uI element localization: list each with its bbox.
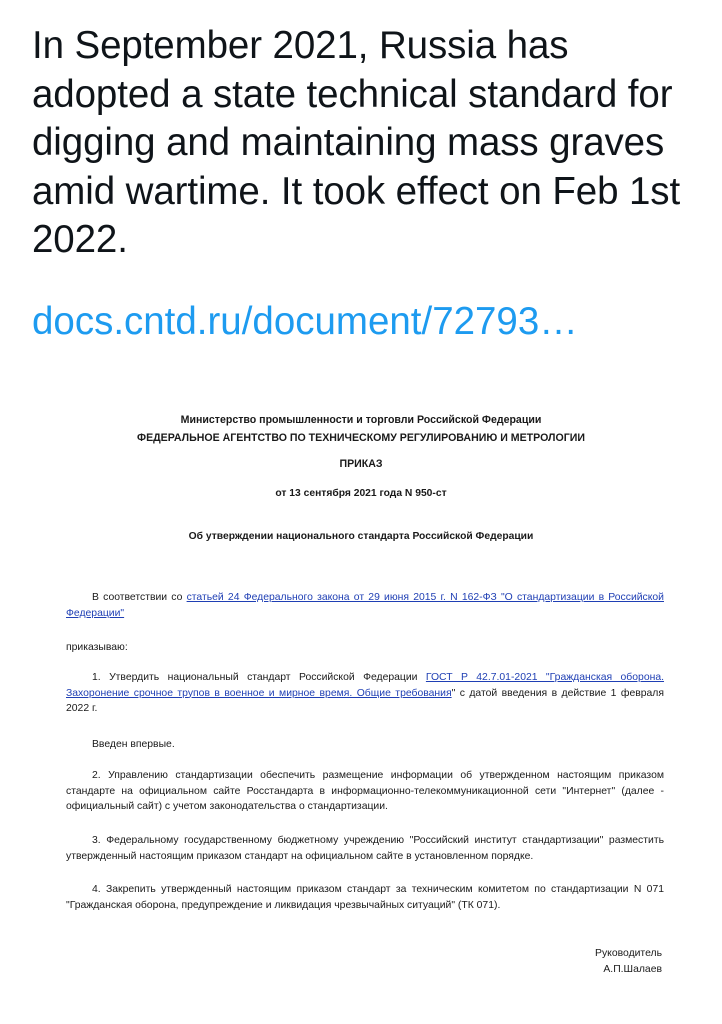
signer-title: Руководитель	[595, 948, 662, 959]
gost-link[interactable]: ГОСТ Р 42.7.01-2021 "Гражданская оборона. Захоронение срочное трупов в военное и мирное время. Общие требования	[66, 672, 665, 699]
intro-paragraph	[66, 590, 664, 621]
signer-name: А.П.Шалаев	[603, 964, 662, 975]
federal-law-link[interactable]: статьей 24 Федерального закона от 29 июня 2015 г. N 162-ФЗ "О стандартизации в Российской Федерации"	[66, 592, 664, 619]
item-4: 4. Закрепить утвержденный настоящим приказом стандарт за техническим комитетом по стандартизации N 071 "Гражданская оборона, предупреждение и ликвидация чрезвычайных ситуаций" (ТК 071).	[66, 884, 664, 911]
intro-prefix: В соответствии со	[92, 592, 187, 603]
order-title: ПРИКАЗ	[339, 458, 383, 470]
order-date: от 13 сентября 2021 года N 950-ст	[275, 488, 447, 499]
tweet-text: In September 2021, Russia has adopted a state technical standard for digging and maintaining mass graves amid wartime. It took effect on Feb 1st 2022.	[32, 24, 681, 261]
item-1-suffix: " с датой введения в действие 1 февраля 2022 г.	[66, 687, 664, 714]
order-word: приказываю:	[66, 642, 128, 653]
order-subject: Об утверждении национального стандарта Российской Федерации	[188, 531, 534, 542]
item-1-prefix: 1. Утвердить национальный стандарт Российской Федерации	[92, 672, 426, 683]
agency-heading: ФЕДЕРАЛЬНОЕ АГЕНТСТВО ПО ТЕХНИЧЕСКОМУ РЕГУЛИРОВАНИЮ И МЕТРОЛОГИИ	[137, 432, 585, 444]
document-screenshot[interactable]	[0, 388, 722, 1024]
item-3: 3. Федеральному государственному бюджетному учреждению "Российский институт стандартизации" разместить утвержденный настоящим приказом стандарт на официальном сайте в установленном порядке.	[66, 835, 664, 862]
introduced-note: Введен впервые.	[92, 739, 175, 750]
ministry-heading: Министерство промышленности и торговли Российской Федерации	[180, 414, 542, 426]
document-link[interactable]: docs.cntd.ru/document/72793…	[32, 300, 578, 343]
item-1	[66, 670, 664, 717]
item-2: 2. Управлению стандартизации обеспечить размещение информации об утвержденном настоящим приказом стандарте на официальном сайте Росстандарта в информационно-телекоммуникационной сети "Интернет" (далее - официальный сайт) с учетом законодательства о стандартизации.	[66, 770, 664, 812]
